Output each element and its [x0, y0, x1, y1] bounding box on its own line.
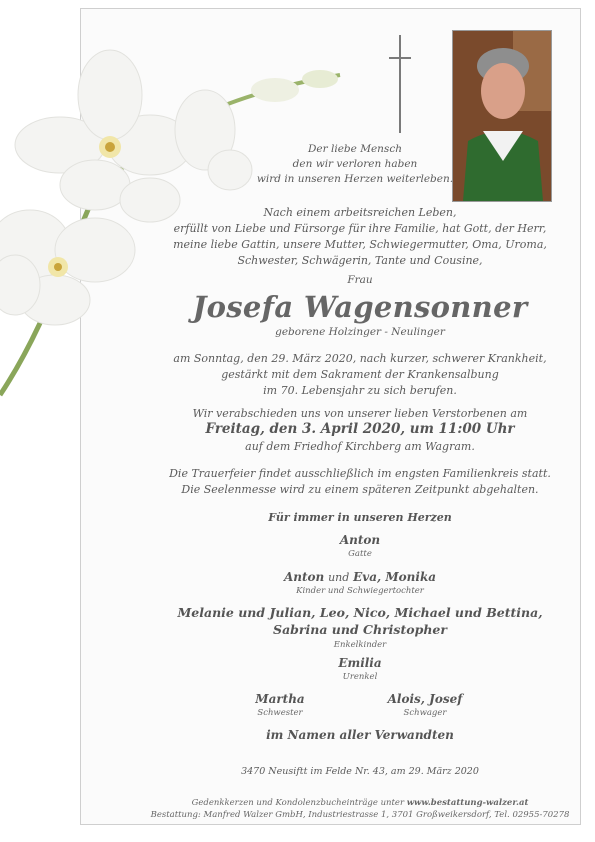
footer: [120, 797, 595, 821]
husband-name: Anton: [339, 533, 381, 547]
grandchildren-line: Melanie und Julian, Leo, Nico, Michael und Bettina,: [177, 605, 543, 620]
death-line: gestärkt mit dem Sakrament der Krankensalbung: [221, 368, 499, 381]
footer-text: Gedenkkerzen und Kondolenzbucheinträge unter: [191, 798, 405, 808]
motto: Für immer in unseren Herzen: [268, 511, 452, 524]
address-line: 3470 Neusiftt im Felde Nr. 43, am 29. März 2020: [241, 766, 479, 777]
children-role: Kinder und Schwiegertochter: [296, 586, 424, 596]
joiner-text: und: [328, 571, 350, 584]
deceased-name: Josefa Wagensonner: [192, 290, 528, 324]
intro-line: erfüllt von Liebe und Fürsorge für ihre Familie, hat Gott, der Herr,: [173, 222, 547, 235]
salutation: Frau: [347, 274, 373, 286]
death-line: am Sonntag, den 29. März 2020, nach kurzer, schwerer Krankheit,: [173, 352, 547, 365]
grandchildren-role: Enkelkinder: [333, 640, 387, 650]
poem-line: wird in unseren Herzen weiterleben.: [256, 173, 454, 185]
farewell-place: auf dem Friedhof Kirchberg am Wagram.: [245, 440, 475, 453]
sister-role: Schwester: [257, 708, 303, 718]
great-grandchild-name: Emilia: [338, 656, 382, 670]
poem-line: den wir verloren haben: [292, 158, 418, 170]
grandchildren-line: Sabrina und Christopher: [273, 622, 447, 637]
ceremony-line: Die Seelenmesse wird zu einem späteren Zeitpunkt abgehalten.: [181, 483, 539, 496]
poem-block: [235, 142, 475, 187]
brother-in-law-role: Schwager: [403, 708, 447, 718]
website-link[interactable]: www.bestattung-walzer.at: [406, 798, 529, 808]
ceremony-info: [160, 466, 560, 498]
intro-line: meine liebe Gattin, unsere Mutter, Schwiegermutter, Oma, Uroma,: [173, 238, 547, 251]
footer-line-2: Bestattung: Manfred Walzer GmbH, Industriestrasse 1, 3701 Großweikersdorf, Tel. 02955-70278: [150, 810, 570, 820]
intro-line: Schwester, Schwägerin, Tante und Cousine,: [237, 254, 483, 267]
cross-icon: [389, 35, 411, 133]
children-names: [160, 570, 560, 584]
husband-role: Gatte: [348, 549, 372, 559]
great-grandchild-role: Urenkel: [342, 672, 378, 682]
intro-line: Nach einem arbeitsreichen Leben,: [263, 206, 457, 219]
child-name: Anton: [283, 570, 325, 584]
footer-line-1: [120, 797, 595, 809]
farewell-date: Freitag, den 3. April 2020, um 11:00 Uhr: [205, 421, 515, 437]
child-name: Eva, Monika: [353, 570, 437, 584]
poem-line: Der liebe Mensch: [308, 143, 402, 155]
birth-name: geborene Holzinger - Neulinger: [275, 326, 445, 338]
ceremony-line: Die Trauerfeier findet ausschließlich im engsten Familienkreis statt.: [169, 467, 551, 480]
sister-name: Martha: [255, 692, 305, 706]
closing-line: im Namen aller Verwandten: [266, 728, 454, 742]
intro-block: [160, 205, 560, 269]
grandchildren-names: [160, 604, 560, 638]
death-line: im 70. Lebensjahr zu sich berufen.: [263, 384, 457, 397]
death-notice: [160, 351, 560, 399]
brother-in-law-name: Alois, Josef: [387, 692, 463, 706]
farewell-intro: Wir verabschieden uns von unserer lieben Verstorbenen am: [192, 407, 528, 420]
